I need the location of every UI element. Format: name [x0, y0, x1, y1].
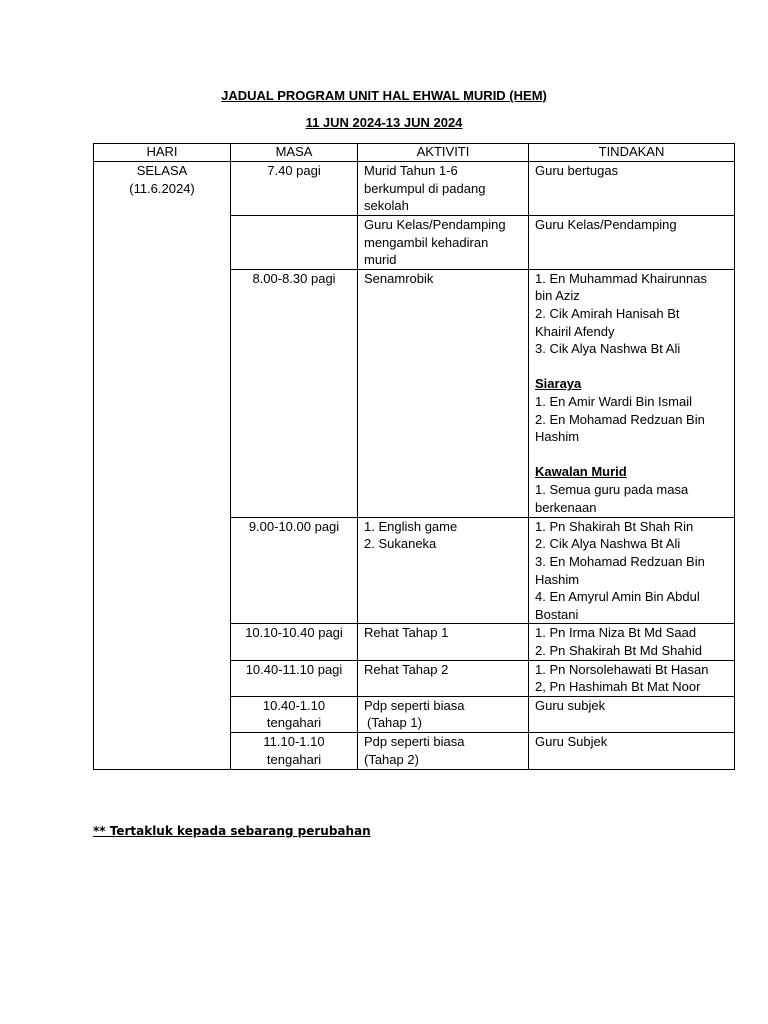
table-row [94, 162, 735, 216]
masa-cell [231, 269, 358, 517]
masa-cell [231, 732, 358, 769]
masa-text: 11.10-1.10 [263, 733, 325, 749]
tindakan-text: 4. En Amyrul Amin Bin Abdul [535, 589, 700, 605]
siaraya-heading: Siaraya [535, 376, 582, 392]
tindakan-text: bin Aziz [535, 288, 580, 304]
tindakan-text: Hashim [535, 429, 580, 445]
tindakan-text: 1. En Amir Wardi Bin Ismail [535, 393, 693, 409]
aktiviti-text: Pdp seperti biasa [364, 733, 465, 749]
kawalan-murid-heading: Kawalan Murid [535, 464, 627, 480]
blank-line [535, 446, 728, 464]
aktiviti-cell [358, 696, 529, 732]
masa-text: 9.00-10.00 pagi [248, 518, 340, 534]
aktiviti-text: Pdp seperti biasa [364, 697, 465, 713]
aktiviti-text: berkumpul di padang [364, 180, 486, 196]
tindakan-cell [529, 269, 735, 517]
aktiviti-cell [358, 517, 529, 624]
table-header-row [94, 144, 735, 162]
tindakan-cell [529, 732, 735, 769]
tindakan-text: Khairil Afendy [535, 323, 615, 339]
schedule-table [93, 143, 735, 770]
hari-date: (11.6.2024) [129, 180, 195, 196]
aktiviti-cell [358, 732, 529, 769]
tindakan-text: Guru Subjek [535, 733, 608, 749]
header-masa: MASA [231, 144, 358, 162]
tindakan-text: 2. Cik Amirah Hanisah Bt [535, 305, 680, 321]
tindakan-text: Bostani [535, 606, 579, 622]
masa-text: tengahari [266, 751, 322, 767]
document-title: JADUAL PROGRAM UNIT HAL EHWAL MURID (HEM) [221, 88, 547, 103]
tindakan-text: berkenaan [535, 499, 597, 515]
aktiviti-cell [358, 162, 529, 216]
aktiviti-text: mengambil kehadiran [364, 234, 489, 250]
masa-text: 10.10-10.40 pagi [245, 625, 343, 641]
blank-line [535, 358, 728, 376]
aktiviti-text: 1. English game [364, 518, 458, 534]
tindakan-text: 3. Cik Alya Nashwa Bt Ali [535, 341, 681, 357]
tindakan-cell [529, 216, 735, 270]
tindakan-text: 2. Cik Alya Nashwa Bt Ali [535, 536, 681, 552]
masa-text: 7.40 pagi [267, 163, 321, 178]
hari-cell [94, 162, 231, 770]
aktiviti-cell [358, 660, 529, 696]
aktiviti-text: Guru Kelas/Pendamping [364, 217, 506, 232]
tindakan-text: Guru subjek [535, 697, 606, 713]
tindakan-text: 2. Pn Shakirah Bt Md Shahid [535, 642, 702, 658]
tindakan-text: 1. Pn Irma Niza Bt Md Saad [535, 625, 697, 641]
tindakan-text: Hashim [535, 571, 580, 587]
aktiviti-text: Murid Tahun 1-6 [364, 163, 458, 178]
masa-cell [231, 517, 358, 624]
tindakan-cell [529, 696, 735, 732]
aktiviti-text: Rehat Tahap 2 [364, 661, 449, 677]
tindakan-text: 1. En Muhammad Khairunnas [535, 270, 707, 286]
tindakan-text: Guru bertugas [535, 163, 619, 178]
footnote: ** Tertakluk kepada sebarang perubahan [93, 824, 371, 838]
masa-text: 10.40-11.10 pagi [245, 661, 343, 677]
document-date-range: 11 JUN 2024-13 JUN 2024 [305, 115, 463, 130]
aktiviti-cell [358, 624, 529, 660]
aktiviti-text: sekolah [364, 198, 409, 214]
aktiviti-cell [358, 216, 529, 270]
tindakan-text: 1. Semua guru pada masa [535, 481, 689, 497]
masa-text: 10.40-1.10 [262, 697, 326, 713]
tindakan-text: 2, Pn Hashimah Bt Mat Noor [535, 679, 701, 695]
aktiviti-text: Rehat Tahap 1 [364, 625, 449, 641]
masa-cell [231, 216, 358, 270]
masa-cell [231, 660, 358, 696]
aktiviti-cell [358, 269, 529, 517]
masa-text: 8.00-8.30 pagi [252, 270, 336, 286]
tindakan-cell [529, 660, 735, 696]
tindakan-cell [529, 162, 735, 216]
aktiviti-text: (Tahap 1) [367, 715, 422, 731]
tindakan-text: 3. En Mohamad Redzuan Bin [535, 553, 705, 569]
header-tindakan: TINDAKAN [529, 144, 735, 162]
tindakan-cell [529, 624, 735, 660]
masa-cell [231, 624, 358, 660]
aktiviti-text: 2. Sukaneka [364, 536, 437, 552]
hari-day: SELASA [136, 163, 188, 178]
tindakan-text: 1. Pn Shakirah Bt Shah Rin [535, 518, 694, 534]
header-hari: HARI [94, 144, 231, 162]
masa-cell [231, 696, 358, 732]
masa-text: tengahari [266, 715, 322, 731]
tindakan-text: 1. Pn Norsolehawati Bt Hasan [535, 661, 709, 677]
tindakan-text: 2. En Mohamad Redzuan Bin [535, 411, 705, 427]
aktiviti-text: (Tahap 2) [364, 751, 419, 767]
masa-cell [231, 162, 358, 216]
aktiviti-text: Senamrobik [364, 270, 434, 286]
tindakan-text: Guru Kelas/Pendamping [535, 217, 677, 232]
aktiviti-text: murid [364, 252, 397, 268]
header-aktiviti: AKTIVITI [358, 144, 529, 162]
tindakan-cell [529, 517, 735, 624]
